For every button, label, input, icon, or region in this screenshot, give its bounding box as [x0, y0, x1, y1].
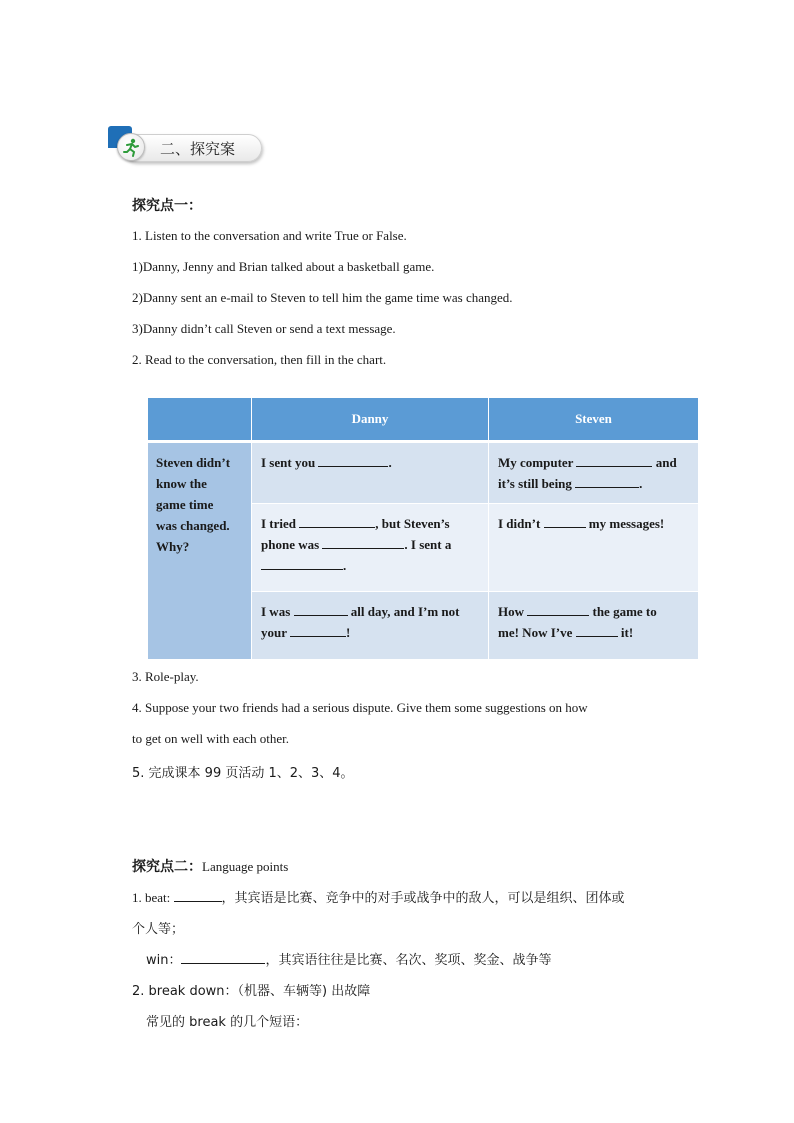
cell-steven-2	[489, 504, 699, 592]
cell-text: .	[388, 455, 392, 470]
table-header-row	[148, 398, 699, 442]
cell-text: !	[346, 625, 351, 640]
header-steven: Steven	[489, 398, 699, 442]
answer-blank[interactable]	[575, 475, 639, 488]
cell-text: the game to	[592, 604, 657, 619]
cell-text: it!	[620, 625, 634, 640]
point1-heading: 探究点一：	[132, 198, 202, 214]
row-label-line: game time	[156, 497, 214, 512]
win-text: ，其宾语往往是比赛、名次、奖项、奖金、战争等	[265, 953, 552, 968]
answer-blank[interactable]	[294, 603, 348, 616]
cell-text: . I sent a	[404, 537, 452, 552]
cell-text: all day, and I’m not	[350, 604, 460, 619]
cell-text: , but Steven’s	[375, 516, 450, 531]
answer-blank[interactable]	[318, 454, 388, 467]
point2-heading-suffix: Language points	[202, 859, 289, 874]
answer-blank[interactable]	[181, 951, 265, 964]
win-line	[146, 949, 552, 968]
section-title: 二、探究案	[160, 140, 236, 158]
beat-line	[132, 887, 625, 906]
point1-item-3: 2)Danny sent an e-mail to Steven to tell him the game time was changed.	[132, 290, 513, 305]
cell-danny-1	[252, 442, 489, 504]
header-danny: Danny	[252, 398, 489, 442]
item-4-line-1: 4. Suppose your two friends had a serious dispute. Give them some suggestions on how	[132, 700, 588, 715]
answer-blank[interactable]	[576, 624, 618, 637]
point2-heading-line	[132, 856, 288, 876]
cell-text: I was	[261, 604, 291, 619]
cell-text: .	[639, 476, 643, 491]
cell-danny-3	[252, 592, 489, 660]
cell-text: and	[655, 455, 677, 470]
cell-text: it’s still being	[498, 476, 572, 491]
point1-item-1: 1. Listen to the conversation and write True or False.	[132, 228, 407, 243]
answer-blank[interactable]	[290, 624, 346, 637]
cell-steven-3	[489, 592, 699, 660]
header-empty	[148, 398, 252, 442]
point1-item-2: 1)Danny, Jenny and Brian talked about a basketball game.	[132, 259, 435, 274]
answer-blank[interactable]	[544, 515, 586, 528]
section-badge	[108, 126, 263, 166]
row-label-line: know the	[156, 476, 207, 491]
cell-text: my messages!	[588, 516, 665, 531]
row-label-cell	[148, 442, 252, 660]
answer-blank[interactable]	[299, 515, 375, 528]
table-row	[148, 442, 699, 504]
point1-item-5: 2. Read to the conversation, then fill in the chart.	[132, 352, 387, 367]
win-prefix: win：	[146, 953, 182, 968]
beat-text-2: 个人等；	[132, 922, 185, 937]
cell-text: me! Now I’ve	[498, 625, 573, 640]
row-label-line: Steven didn’t	[156, 455, 231, 470]
item-3: 3. Role-play.	[132, 669, 199, 684]
beat-text: ，其宾语是比赛、竞争中的对手或战争中的敌人，可以是组织、团体或	[221, 891, 625, 906]
cell-text: I sent you	[261, 455, 316, 470]
answer-blank[interactable]	[576, 454, 652, 467]
cell-text: My computer	[498, 455, 574, 470]
cell-steven-1	[489, 442, 699, 504]
cell-text: phone was	[261, 537, 320, 552]
item-4-line-2: to get on well with each other.	[132, 731, 290, 746]
break-down-line: 2. break down：（机器、车辆等) 出故障	[132, 984, 371, 999]
item-5: 5. 完成课本 99 页活动 1、2、3、4。	[132, 766, 354, 781]
answer-blank[interactable]	[527, 603, 589, 616]
break-phrases-line: 常见的 break 的几个短语：	[146, 1015, 309, 1030]
point2-heading: 探究点二：	[132, 859, 202, 875]
cell-text: .	[343, 558, 347, 573]
answer-blank[interactable]	[322, 536, 404, 549]
answer-blank[interactable]	[174, 889, 222, 902]
cell-text: How	[498, 604, 524, 619]
row-label-line: was changed.	[156, 518, 230, 533]
cell-text: I tried	[261, 516, 297, 531]
cell-text: I didn’t	[498, 516, 541, 531]
runner-icon	[117, 133, 145, 161]
cell-text: your	[261, 625, 287, 640]
row-label-line: Why?	[156, 539, 190, 554]
point1-item-4: 3)Danny didn’t call Steven or send a text message.	[132, 321, 396, 336]
answer-blank[interactable]	[261, 557, 343, 570]
beat-prefix: 1. beat:	[132, 890, 174, 905]
fill-in-chart	[147, 397, 699, 660]
cell-danny-2	[252, 504, 489, 592]
